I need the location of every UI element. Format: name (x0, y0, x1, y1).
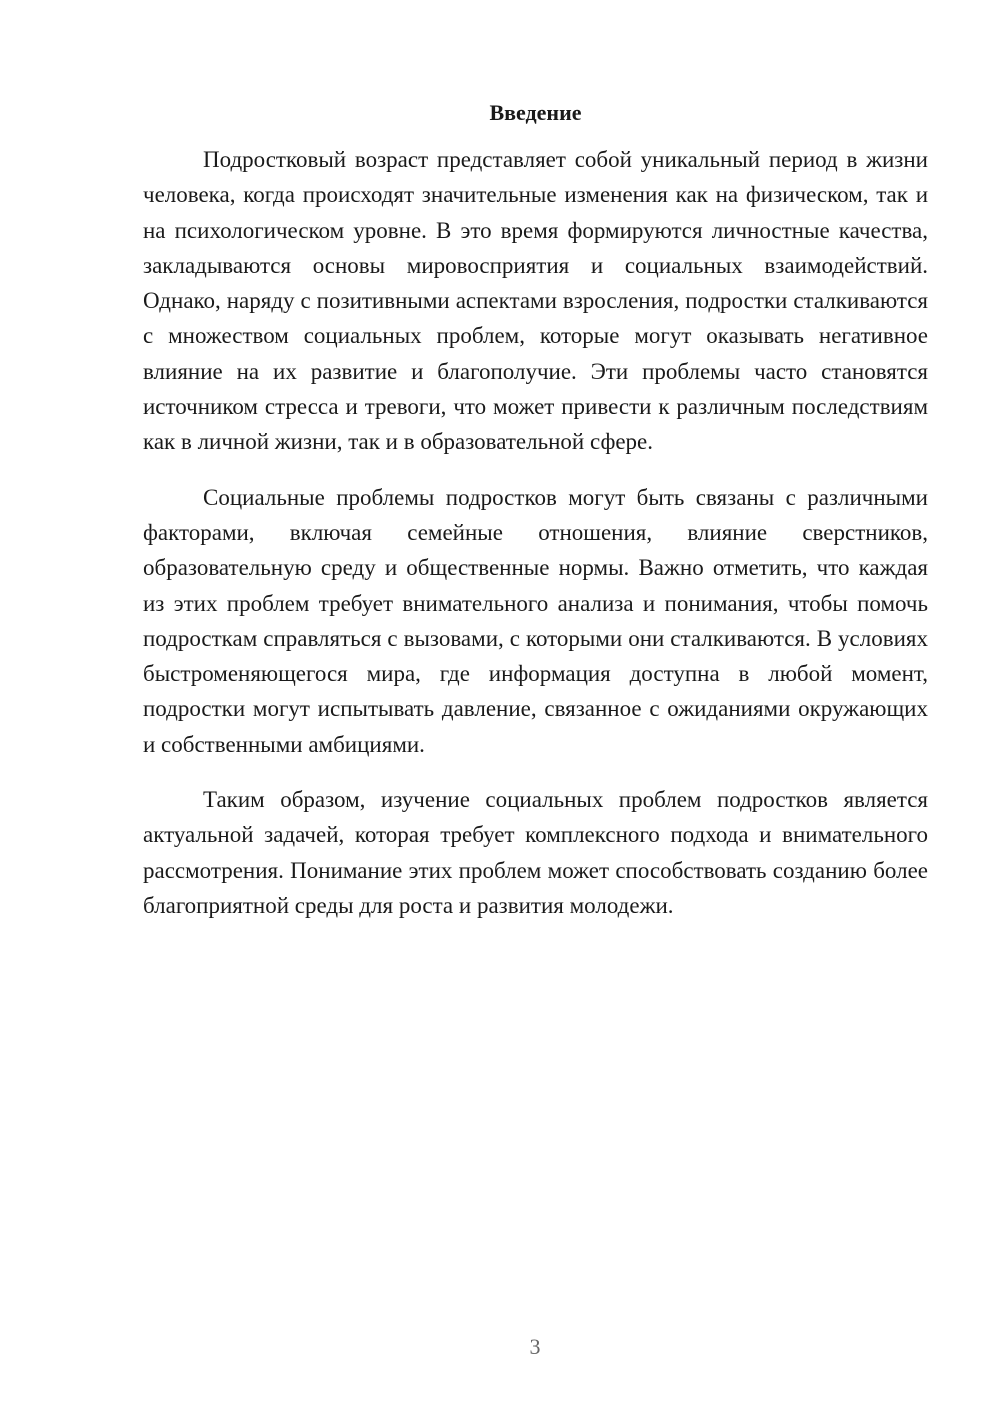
paragraph-1: Подростковый возраст представляет собой уникальный период в жизни человека, когда происходят значительные изменения как на физическом, так и на психологическом уровне. В это время формируются личностные качества, закладываются основы мировосприятия и социальных взаимодействий. Однако, наряду с позитивными аспектами взросления, подростки сталкиваются с множеством социальных проблем, которые могут оказывать негативное влияние на их развитие и благополучие. Эти проблемы часто становятся источником стресса и тревоги, что может привести к различным последствиям как в личной жизни, так и в образовательной сфере. (143, 147, 928, 455)
body-text (143, 142, 928, 943)
page-number: 3 (529, 1334, 541, 1359)
paragraph-2: Социальные проблемы подростков могут быть связаны с различными факторами, включая семейные отношения, влияние сверстников, образовательную среду и общественные нормы. Важно отметить, что каждая из этих проблем требует внимательного анализа и понимания, чтобы помочь подросткам справляться с вызовами, с которыми они сталкиваются. В условиях быстроменяющегося мира, где информация доступна в любой момент, подростки могут испытывать давление, связанное с ожиданиями окружающих и собственными амбициями. (143, 484, 928, 757)
paragraph-3: Таким образом, изучение социальных проблем подростков является актуальной задачей, которая требует комплексного подхода и внимательного рассмотрения. Понимание этих проблем может способствовать созданию более благоприятной среды для роста и развития молодежи. (143, 787, 928, 918)
section-heading: Введение (489, 100, 582, 125)
